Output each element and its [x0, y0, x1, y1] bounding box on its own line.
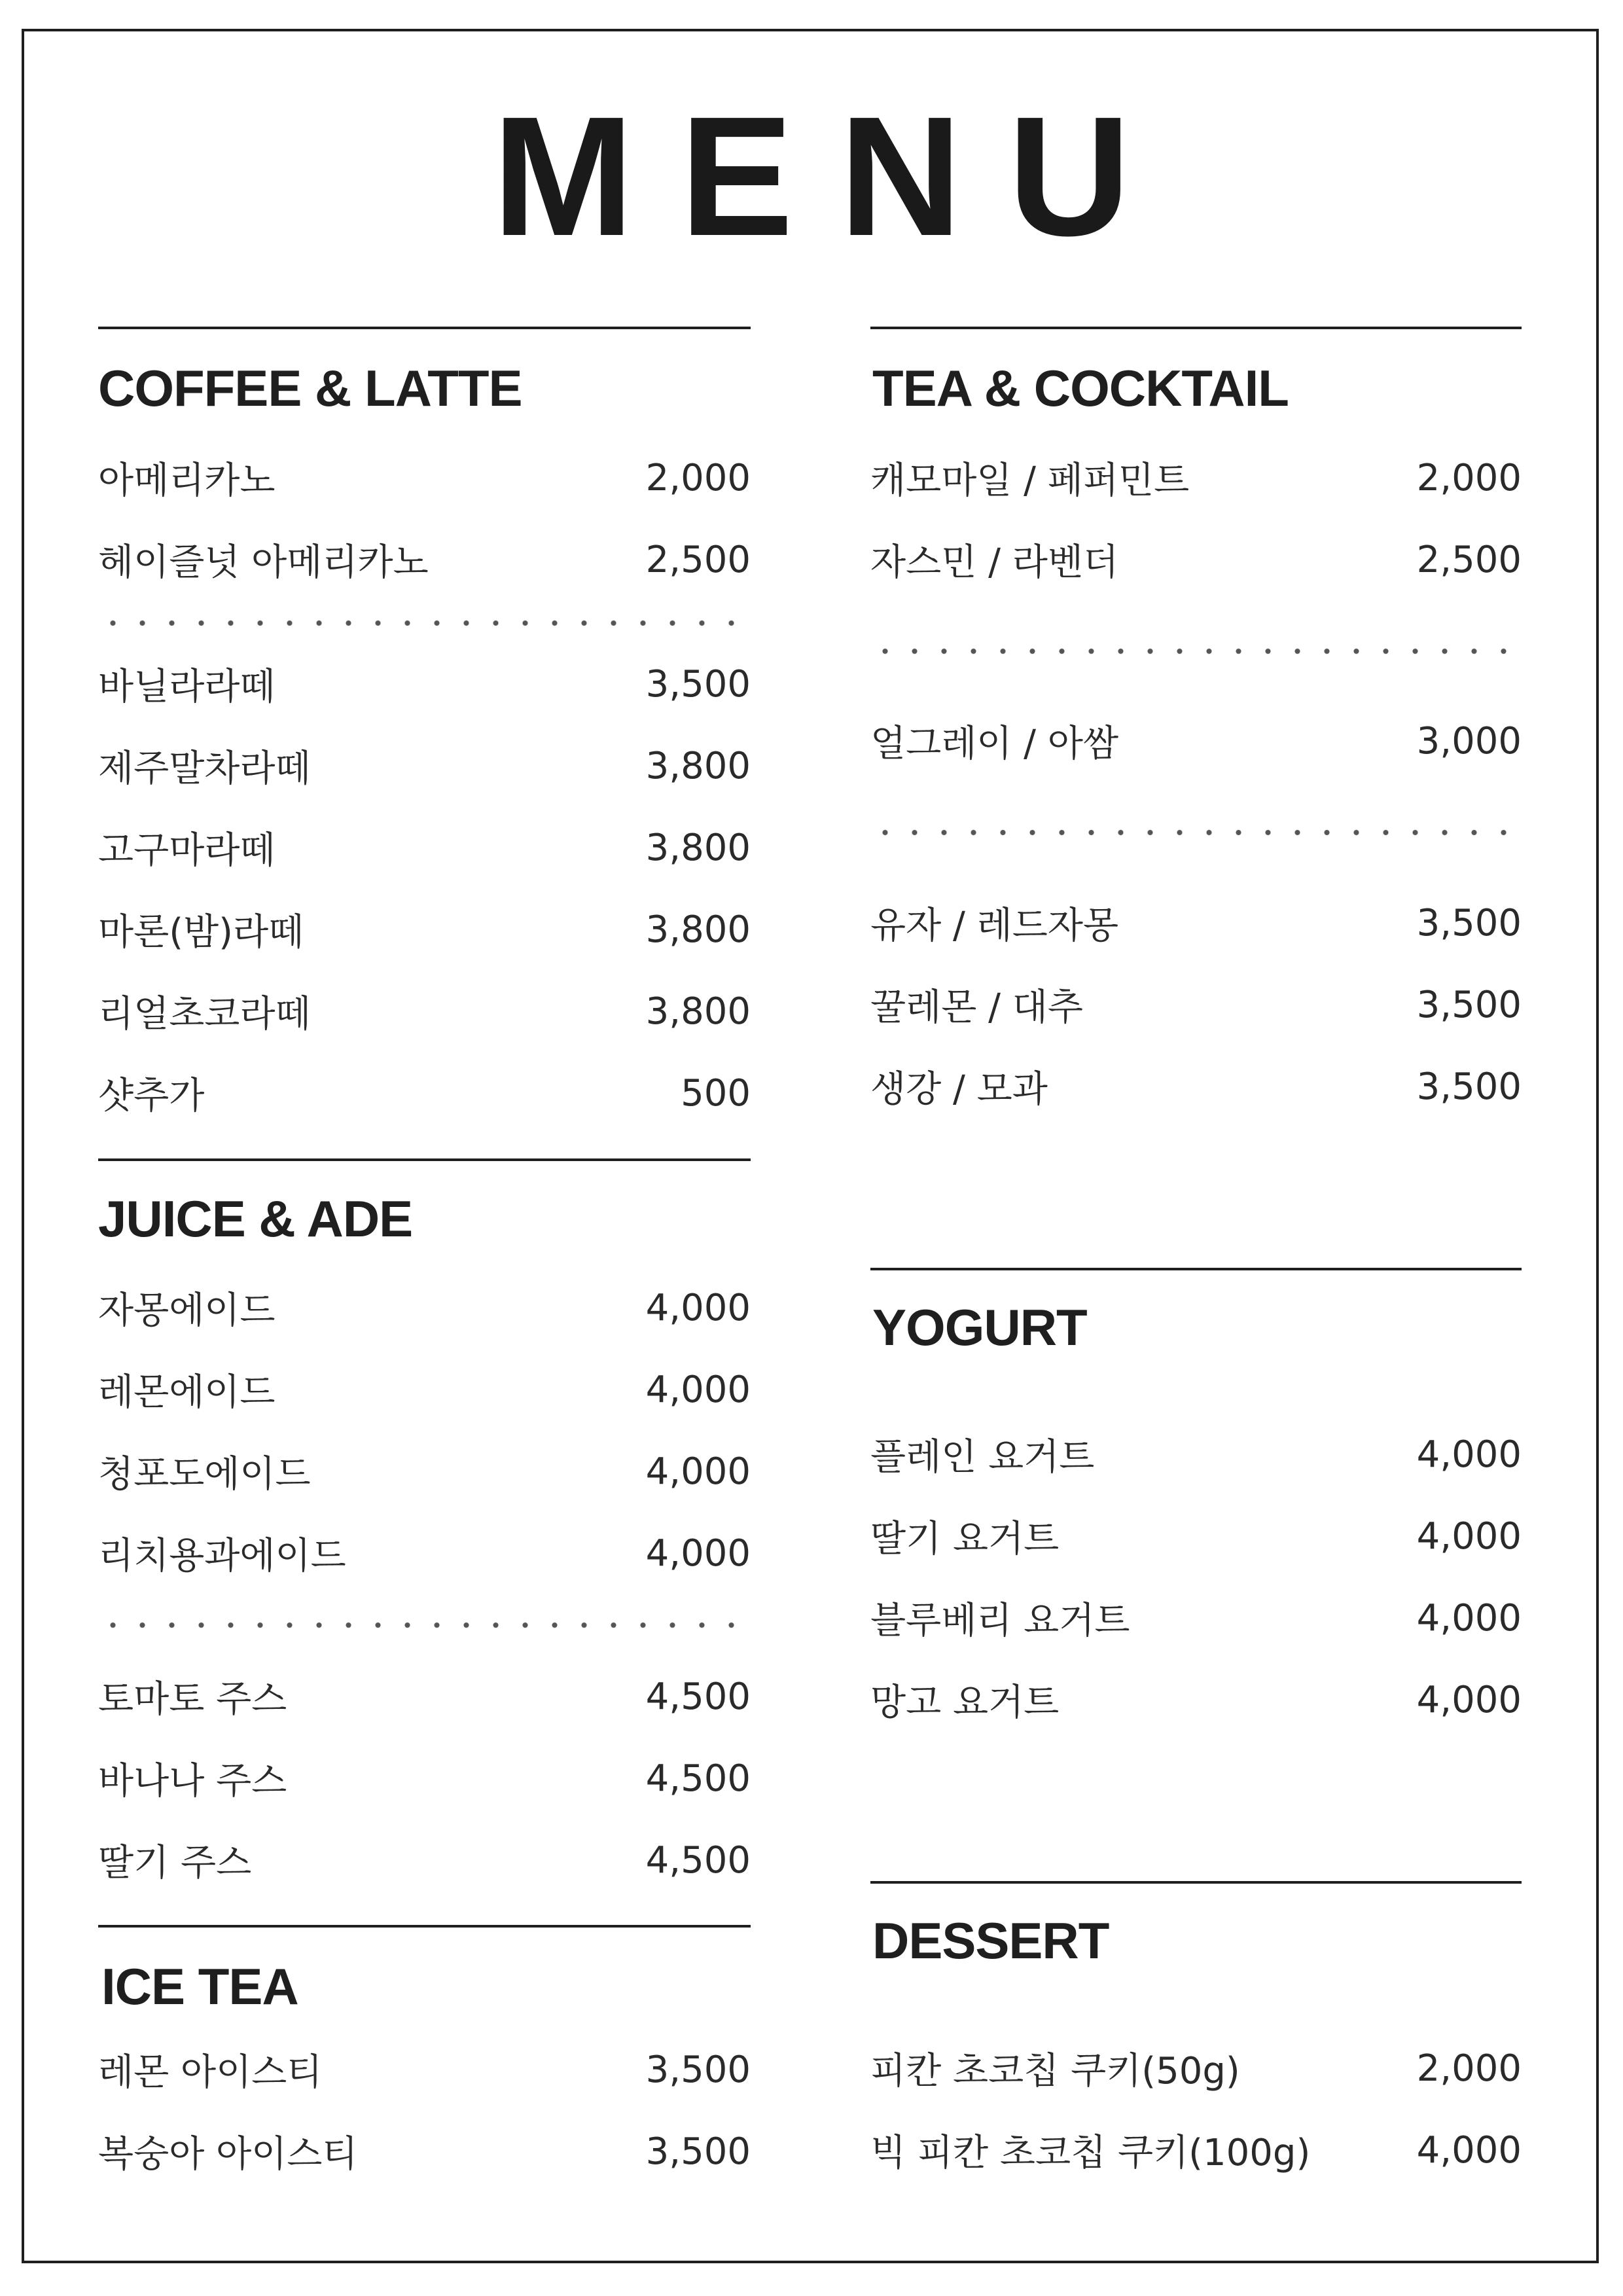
item-price: 3,800 — [645, 908, 751, 951]
menu-item — [98, 1752, 751, 1804]
item-price: 2,500 — [1416, 538, 1522, 581]
item-name: 토마토 주스 — [98, 1678, 287, 1721]
menu-item — [870, 715, 1522, 767]
item-price: 4,500 — [645, 1839, 751, 1882]
menu-item — [98, 985, 751, 1037]
dotted-separator — [98, 1622, 738, 1628]
item-name: 블루베리 요거트 — [870, 1600, 1130, 1642]
section-heading-dessert: DESSERT — [872, 1912, 1109, 1969]
menu-item — [870, 533, 1522, 586]
item-name: 레몬에이드 — [98, 1371, 276, 1414]
menu-item — [98, 658, 751, 710]
section-divider — [870, 1881, 1522, 1884]
section-divider — [870, 1268, 1522, 1270]
item-name: 샷추가 — [98, 1075, 205, 1117]
item-name: 마론(밤)라떼 — [98, 911, 304, 954]
menu-item — [98, 1834, 751, 1886]
item-price: 4,000 — [1416, 1678, 1522, 1721]
dotted-separator — [870, 829, 1515, 836]
item-price: 4,500 — [645, 1675, 751, 1718]
menu-item — [870, 1060, 1522, 1113]
item-name: 딸기 요거트 — [870, 1518, 1060, 1560]
menu-item — [98, 1363, 751, 1416]
item-name: 망고 요거트 — [870, 1681, 1060, 1724]
menu-item — [98, 1067, 751, 1119]
section-heading-juice: JUICE & ADE — [98, 1190, 413, 1247]
menu-item — [98, 2125, 751, 2178]
item-price: 4,000 — [645, 1532, 751, 1575]
item-name: 리치용과에이드 — [98, 1535, 346, 1577]
item-price: 2,000 — [1416, 2047, 1522, 2090]
item-price: 500 — [681, 1071, 751, 1115]
item-price: 4,000 — [1416, 1433, 1522, 1476]
section-heading-icetea: ICE TEA — [101, 1958, 298, 2015]
item-name: 복숭아 아이스티 — [98, 2133, 358, 2176]
item-name: 바닐라라떼 — [98, 666, 276, 708]
item-name: 피칸 초코칩 쿠키(50g) — [870, 2050, 1240, 2092]
item-price: 3,800 — [645, 744, 751, 787]
item-price: 3,500 — [1416, 1065, 1522, 1108]
item-price: 4,000 — [645, 1368, 751, 1411]
item-price: 3,500 — [645, 2048, 751, 2091]
item-price: 4,500 — [645, 1757, 751, 1800]
menu-item — [870, 1674, 1522, 1726]
item-price: 4,000 — [1416, 2128, 1522, 2172]
item-name: 캐모마일 / 페퍼민트 — [870, 459, 1190, 502]
menu-item — [870, 897, 1522, 949]
item-price: 3,500 — [1416, 983, 1522, 1026]
item-price: 4,000 — [1416, 1596, 1522, 1640]
item-price: 3,500 — [1416, 901, 1522, 944]
item-name: 생강 / 모과 — [870, 1068, 1048, 1111]
item-name: 제주말차라떼 — [98, 747, 311, 790]
item-price: 3,500 — [645, 662, 751, 706]
section-heading-tea: TEA & COCKTAIL — [872, 359, 1289, 417]
item-name: 꿀레몬 / 대추 — [870, 986, 1083, 1029]
item-name: 고구마라떼 — [98, 829, 276, 872]
item-name: 빅 피칸 초코칩 쿠키(100g) — [870, 2132, 1311, 2174]
item-price: 3,500 — [645, 2130, 751, 2173]
menu-item — [870, 2042, 1522, 2094]
menu-item — [870, 1510, 1522, 1562]
menu-item — [98, 1670, 751, 1723]
item-name: 자스민 / 라벤더 — [870, 541, 1119, 584]
section-divider — [98, 1158, 751, 1161]
section-heading-yogurt: YOGURT — [872, 1299, 1087, 1356]
menu-item — [870, 452, 1522, 504]
item-name: 유자 / 레드자몽 — [870, 905, 1119, 947]
menu-item — [870, 978, 1522, 1031]
item-name: 레몬 아이스티 — [98, 2051, 323, 2094]
item-name: 리얼초코라떼 — [98, 993, 311, 1035]
item-price: 4,000 — [1416, 1515, 1522, 1558]
section-heading-coffee: COFFEE & LATTE — [98, 359, 522, 417]
menu-item — [870, 1428, 1522, 1480]
menu-item — [870, 1592, 1522, 1644]
item-price: 2,000 — [645, 456, 751, 499]
item-price: 3,000 — [1416, 719, 1522, 762]
menu-item — [98, 903, 751, 956]
item-price: 3,800 — [645, 826, 751, 869]
item-name: 플레인 요거트 — [870, 1436, 1095, 1479]
section-divider — [98, 1925, 751, 1928]
dotted-separator — [98, 620, 738, 626]
item-name: 딸기 주스 — [98, 1842, 252, 1884]
section-divider — [98, 327, 751, 329]
item-price: 4,000 — [645, 1450, 751, 1493]
item-price: 4,000 — [645, 1286, 751, 1329]
menu-item — [98, 821, 751, 874]
menu-item — [98, 1527, 751, 1579]
item-name: 아메리카노 — [98, 459, 276, 502]
menu-item — [98, 2043, 751, 2096]
item-name: 바나나 주스 — [98, 1760, 287, 1803]
item-name: 자몽에이드 — [98, 1289, 276, 1332]
item-price: 2,500 — [645, 538, 751, 581]
menu-item — [870, 2124, 1522, 2176]
menu-item — [98, 740, 751, 792]
item-name: 청포도에이드 — [98, 1453, 311, 1496]
item-name: 얼그레이 / 아쌈 — [870, 723, 1119, 765]
dotted-separator — [870, 648, 1515, 655]
menu-item — [98, 1282, 751, 1334]
menu-item — [98, 1445, 751, 1498]
item-name: 헤이즐넛 아메리카노 — [98, 541, 429, 584]
item-price: 2,000 — [1416, 456, 1522, 499]
menu-item — [98, 533, 751, 586]
menu-item — [98, 452, 751, 504]
section-divider — [870, 327, 1522, 329]
item-price: 3,800 — [645, 990, 751, 1033]
menu-title: MENU — [492, 82, 1177, 272]
